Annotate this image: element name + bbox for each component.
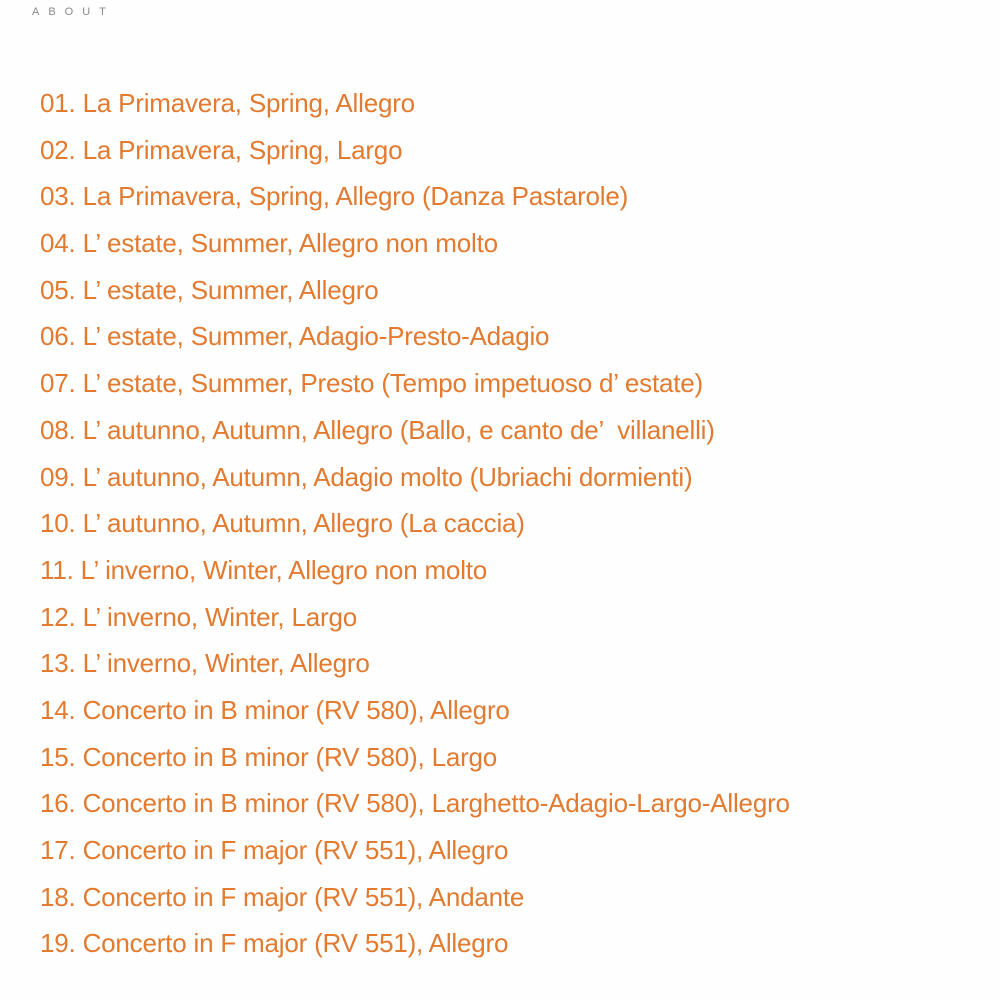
track-item-17: 17. Concerto in F major (RV 551), Allegro [40, 835, 509, 865]
track-item-11: 11. L’ inverno, Winter, Allegro non molto [40, 554, 488, 585]
track-item-09: 09. L’ autunno, Autumn, Adagio molto (Ubriachi dormienti) [40, 461, 693, 492]
track-item-14: 14. Concerto in B minor (RV 580), Allegro [40, 694, 510, 725]
track-item-16: 16. Concerto in B minor (RV 580), Larghetto-Adagio-Largo-Allegro [40, 788, 790, 819]
track-item-01: 01. La Primavera, Spring, Allegro [40, 88, 415, 118]
track-item-10: 10. L’ autunno, Autumn, Allegro (La caccia) [40, 508, 525, 539]
track-item-04: 04. L’ estate, Summer, Allegro non molto [40, 228, 498, 259]
track-item-07: 07. L’ estate, Summer, Presto (Tempo impetuoso d’ estate) [40, 368, 704, 399]
track-item-12: 12. L’ inverno, Winter, Largo [40, 601, 357, 632]
about-header-label: ABOUT [32, 6, 115, 18]
track-item-15: 15. Concerto in B minor (RV 580), Largo [40, 741, 498, 772]
track-item-03: 03. La Primavera, Spring, Allegro (Danza Pastarole) [40, 181, 629, 212]
track-item-08: 08. L’ autunno, Autumn, Allegro (Ballo, e canto de’ villanelli) [40, 414, 715, 445]
track-list [40, 80, 790, 967]
track-item-02: 02. La Primavera, Spring, Largo [40, 134, 403, 165]
track-item-13: 13. L’ inverno, Winter, Allegro [40, 648, 370, 679]
track-item-05: 05. L’ estate, Summer, Allegro [40, 274, 379, 305]
track-item-18: 18. Concerto in F major (RV 551), Andante [40, 881, 525, 912]
track-item-19: 19. Concerto in F major (RV 551), Allegro [40, 928, 509, 959]
track-item-06: 06. L’ estate, Summer, Adagio-Presto-Adagio [40, 321, 550, 352]
